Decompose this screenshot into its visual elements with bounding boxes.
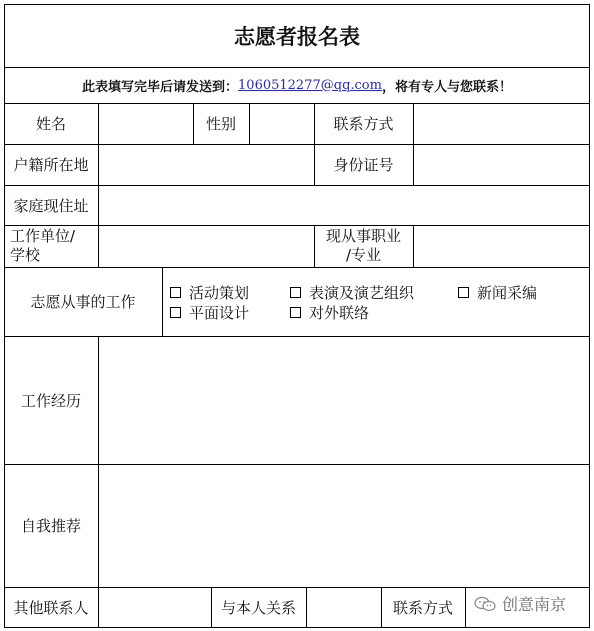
relation-field[interactable]: [307, 588, 381, 627]
contact-label: 联系方式: [333, 115, 394, 133]
watermark-text: 创意南京: [502, 595, 567, 614]
option-activity-planning[interactable]: [170, 282, 249, 303]
checkbox[interactable]: [170, 307, 181, 318]
notice-line: [4, 67, 590, 103]
other-contact-method-label: 联系方式: [392, 598, 453, 617]
work-unit-label: [10, 227, 98, 267]
option-news[interactable]: [458, 282, 537, 303]
notice-prefix: 此表填写完毕后请发送到：: [82, 79, 239, 95]
name-label: 姓名: [35, 115, 66, 133]
option-external-liaison[interactable]: [290, 302, 369, 323]
watermark: [474, 592, 566, 615]
address-label: 家庭现住址: [13, 196, 89, 215]
profession-label-line1: 现从事职业: [325, 227, 401, 245]
option-performance[interactable]: [290, 282, 414, 303]
contact-field[interactable]: [414, 104, 589, 144]
self-recommend-field[interactable]: [99, 465, 589, 587]
work-unit-field[interactable]: [99, 226, 314, 267]
work-unit-label-line1: 工作单位/: [10, 227, 76, 245]
id-number-field[interactable]: [414, 145, 589, 185]
experience-field[interactable]: [99, 337, 589, 464]
option-label: 新闻采编: [477, 284, 538, 302]
other-contact-label: 其他联系人: [13, 598, 89, 617]
checkbox[interactable]: [290, 307, 301, 318]
option-label: 表演及演艺组织: [309, 284, 415, 302]
option-label: 对外联络: [309, 304, 370, 322]
option-graphic-design[interactable]: [170, 302, 249, 323]
volunteer-work-label: 志愿从事的工作: [30, 293, 136, 311]
id-number-label: 身份证号: [333, 156, 394, 174]
experience-label: 工作经历: [20, 391, 81, 410]
checkbox[interactable]: [170, 287, 181, 298]
checkbox[interactable]: [458, 287, 469, 298]
wechat-icon: [474, 596, 496, 612]
address-field[interactable]: [99, 186, 589, 225]
email-link[interactable]: 1060512277@qq.com: [238, 77, 382, 93]
self-recommend-label: 自我推荐: [20, 517, 81, 535]
notice-suffix: ，将有专人与您联系！: [381, 79, 512, 95]
relation-label: 与本人关系: [220, 598, 296, 617]
profession-label: [314, 227, 413, 267]
gender-label: 性别: [205, 115, 236, 133]
gender-field[interactable]: [250, 104, 314, 144]
hukou-field[interactable]: [99, 145, 314, 185]
hukou-label: 户籍所在地: [13, 156, 89, 174]
profession-field[interactable]: [414, 226, 589, 267]
option-label: 平面设计: [189, 304, 250, 322]
profession-label-line2: /专业: [345, 246, 382, 264]
checkbox[interactable]: [290, 287, 301, 298]
form-title: 志愿者报名表: [234, 23, 360, 49]
other-contact-field[interactable]: [99, 588, 211, 627]
work-unit-label-line2: 学校: [10, 246, 41, 264]
name-field[interactable]: [99, 104, 193, 144]
divider: [162, 267, 163, 336]
border-bottom: [4, 627, 590, 628]
option-label: 活动策划: [189, 284, 250, 302]
